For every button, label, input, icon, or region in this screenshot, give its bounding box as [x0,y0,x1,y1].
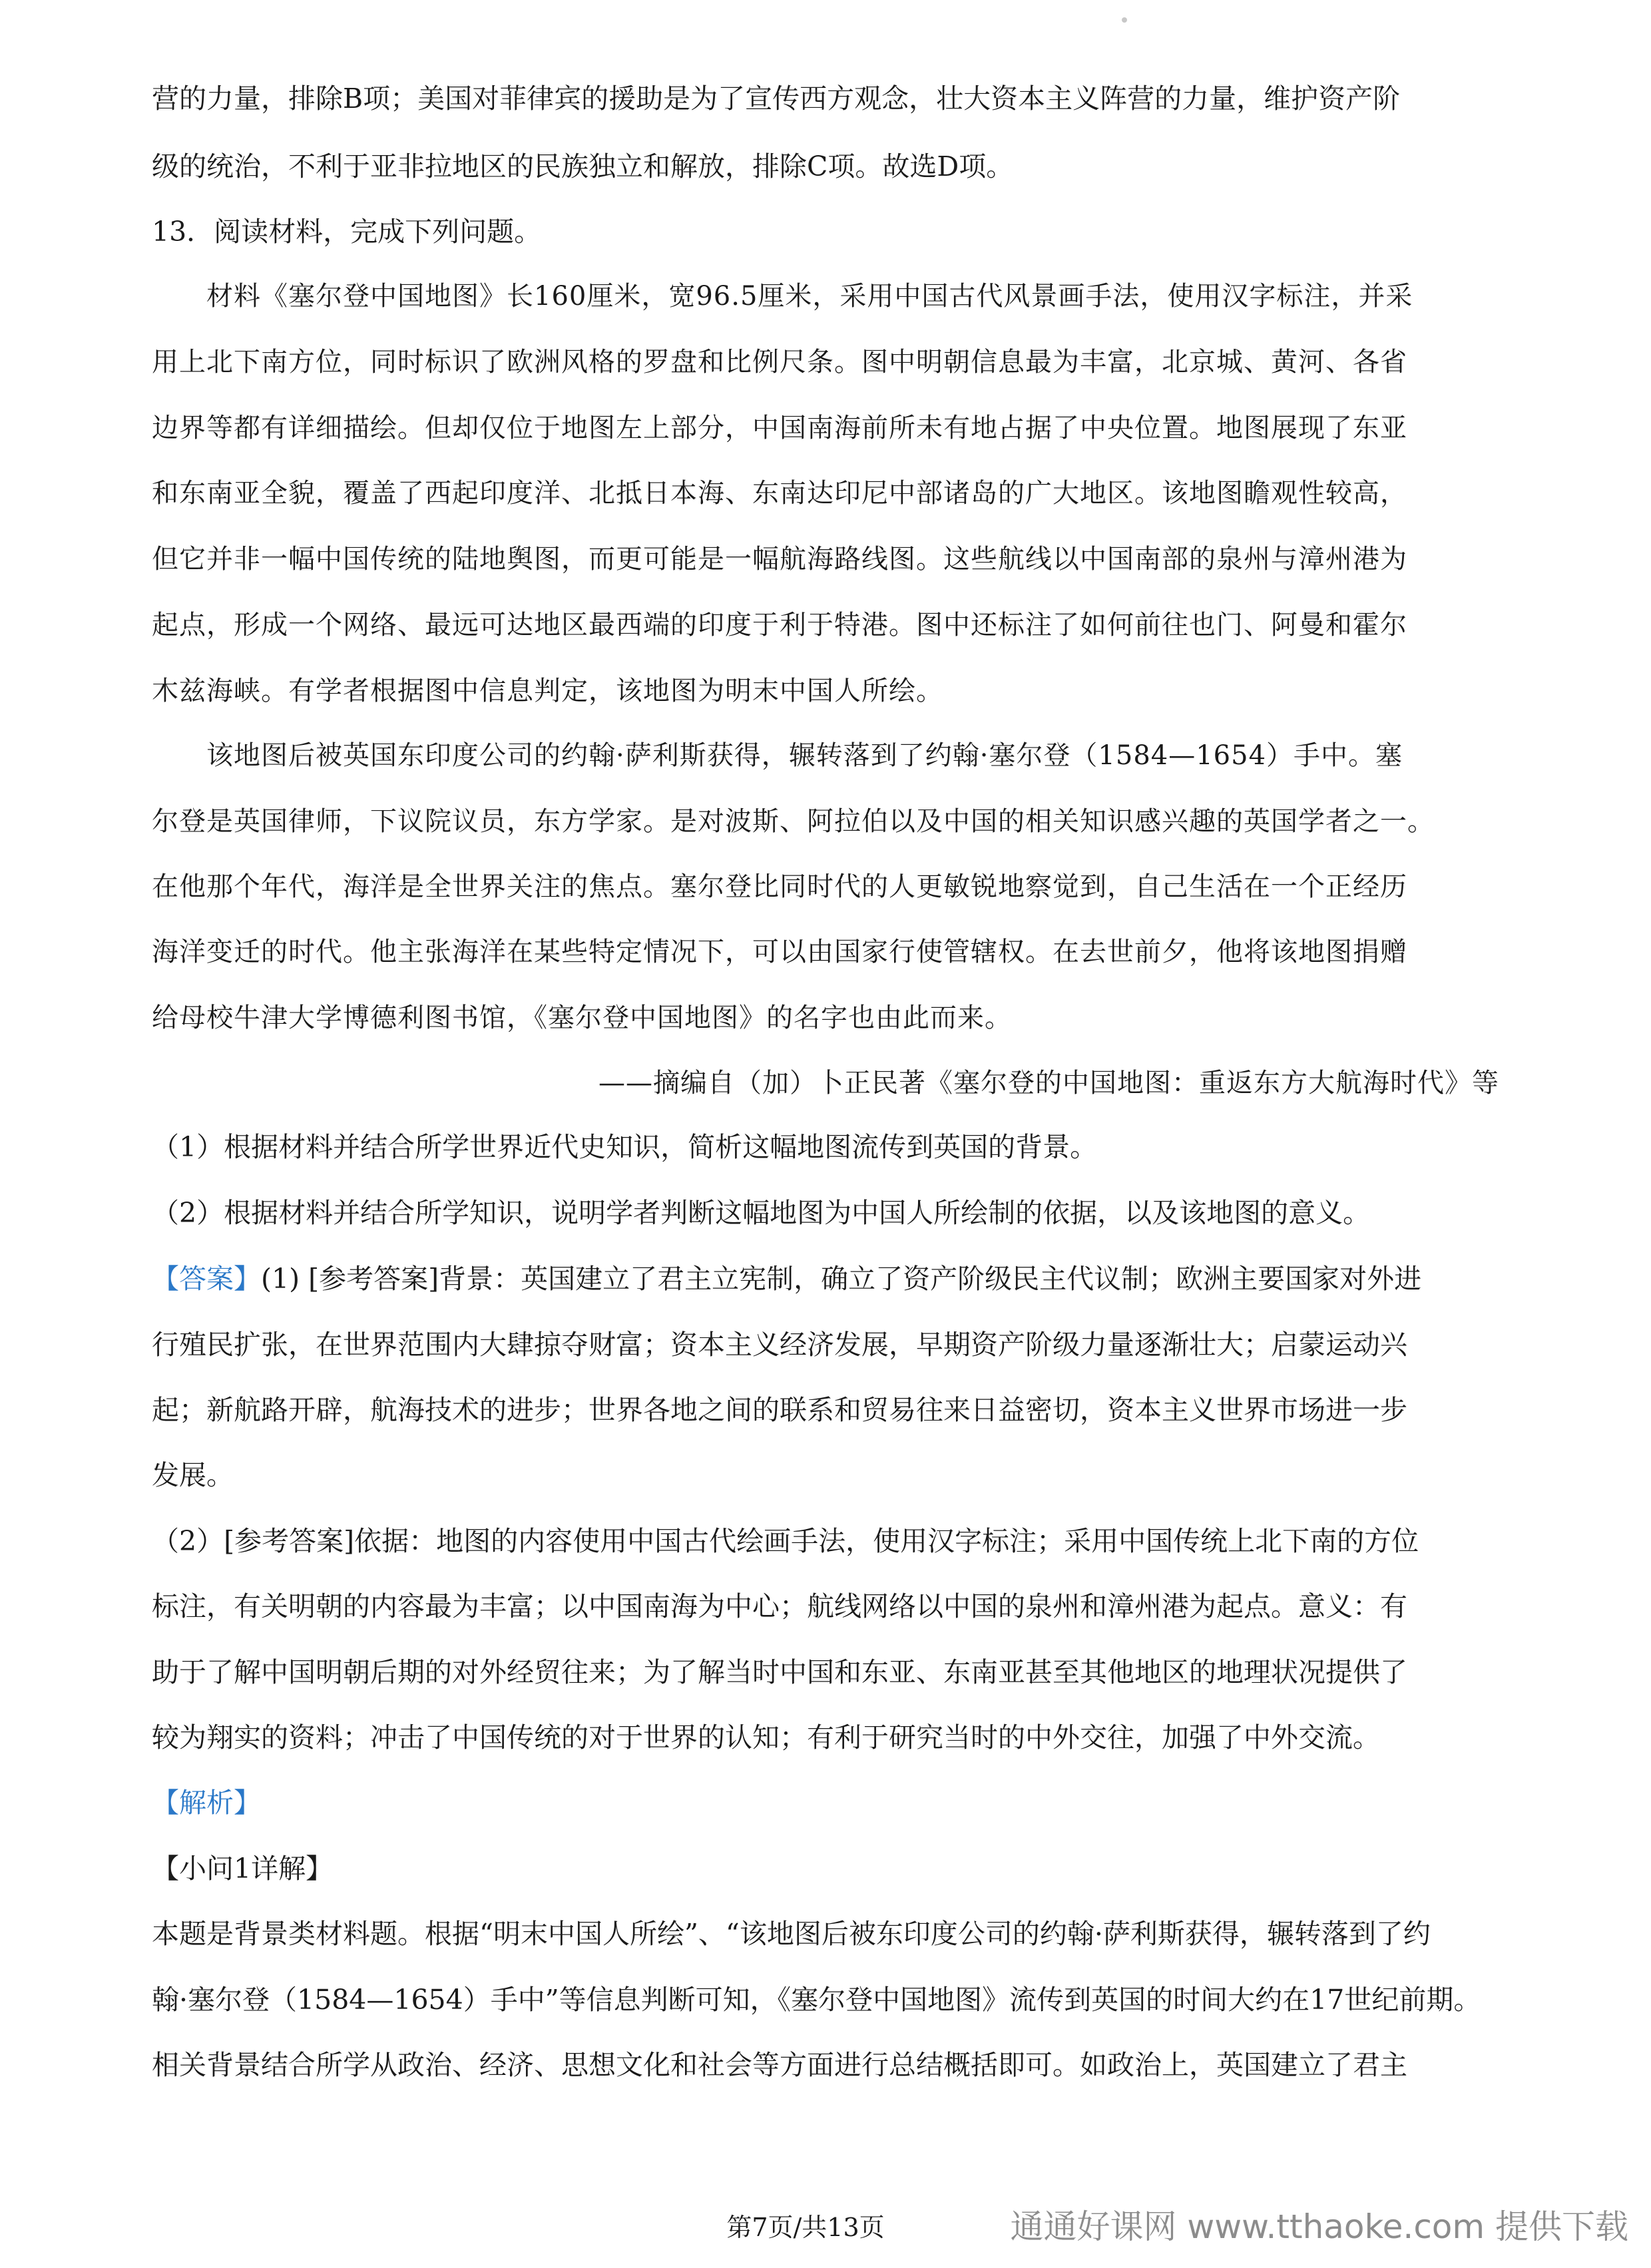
watermark: 通通好课网 www.tthaoke.com 提供下载 [1010,2207,1628,2246]
sub-question-heading: 【小问1详解】 [152,1853,334,1885]
sub-question-2: （2）根据材料并结合所学知识，说明学者判断这幅地图为中国人所绘制的依据，以及该地图的意义。 [152,1197,1371,1229]
answer-line: 较为翔实的资料；冲击了中国传统的对于世界的认知；有利于研究当时的中外交往，加强了中外交流。 [152,1721,1380,1753]
page-number: 第7页/共13页 [726,2213,885,2242]
answer-line: 助于了解中国明朝后期的对外经贸往来；为了解当时中国和东亚、东南亚甚至其他地区的地理状况提供了 [152,1656,1407,1688]
answer-text: (1) [参考答案]背景：英国建立了君主立宪制，确立了资产阶级民主代议制；欧洲主要国家对外进 [261,1263,1422,1295]
question-heading: 13．阅读材料，完成下列问题。 [152,216,542,248]
answer-line [152,1259,1503,1299]
material-line: 起点，形成一个网络、最远可达地区最西端的印度于利于特港。图中还标注了如何前往也门、阿曼和霍尔 [152,610,1407,640]
answer-tag: 【答案】 [152,1263,261,1295]
analysis-tag: 【解析】 [152,1787,261,1819]
scan-dot [1122,17,1127,23]
material-line: 边界等都有详细描绘。但却仅位于地图左上部分，中国南海前所未有地占据了中央位置。地图展现了东亚 [152,413,1407,443]
material-line: 该地图后被英国东印度公司的约翰·萨利斯获得，辗转落到了约翰·塞尔登（1584—1654）手中。塞 [206,740,1403,771]
source-citation: ——摘编自（加）卜正民著《塞尔登的中国地图：重返东方大航海时代》等 [598,1068,1499,1098]
text-line: 级的统治，不利于亚非拉地区的民族独立和解放，排除C项。故选D项。 [152,150,1014,182]
answer-line: 发展。 [152,1459,234,1491]
answer-line: 起；新航路开辟，航海技术的进步；世界各地之间的联系和贸易往来日益密切，资本主义世界市场进一步 [152,1394,1407,1426]
material-line: 和东南亚全貌，覆盖了西起印度洋、北抵日本海、东南达印尼中部诸岛的广大地区。该地图瞻观性较高， [152,478,1407,509]
material-line: 用上北下南方位，同时标识了欧洲风格的罗盘和比例尺条。图中明朝信息最为丰富，北京城、黄河、各省 [152,347,1407,377]
material-line: 尔登是英国律师，下议院议员，东方学家。是对波斯、阿拉伯以及中国的相关知识感兴趣的英国学者之一。 [152,806,1435,837]
text-line: 营的力量，排除B项；美国对菲律宾的援助是为了宣传西方观念，壮大资本主义阵营的力量，维护资产阶 [152,83,1401,114]
answer-line: （2）[参考答案]依据：地图的内容使用中国古代绘画手法，使用汉字标注；采用中国传统上北下南的方位 [152,1525,1419,1557]
sub-question-1: （1）根据材料并结合所学世界近代史知识，简析这幅地图流传到英国的背景。 [152,1131,1098,1163]
material-line: 木兹海峡。有学者根据图中信息判定，该地图为明末中国人所绘。 [152,676,943,706]
explanation-line: 翰·塞尔登（1584—1654）手中”等信息判断可知，《塞尔登中国地图》流传到英国的时间大约在17世纪前期。 [152,1984,1481,2016]
material-line: 给母校牛津大学博德利图书馆，《塞尔登中国地图》的名字也由此而来。 [152,1003,1012,1033]
material-line: 但它并非一幅中国传统的陆地舆图，而更可能是一幅航海路线图。这些航线以中国南部的泉州与漳州港为 [152,544,1407,574]
explanation-line: 相关背景结合所学从政治、经济、思想文化和社会等方面进行总结概括即可。如政治上，英国建立了君主 [152,2049,1407,2081]
explanation-line: 本题是背景类材料题。根据“明末中国人所绘”、“该地图后被东印度公司的约翰·萨利斯获得，辗转落到了约 [152,1918,1431,1950]
answer-line: 标注，有关明朝的内容最为丰富；以中国南海为中心；航线网络以中国的泉州和漳州港为起点。意义：有 [152,1590,1407,1622]
material-line: 海洋变迁的时代。他主张海洋在某些特定情况下，可以由国家行使管辖权。在去世前夕，他将该地图捐赠 [152,937,1407,967]
material-line: 在他那个年代，海洋是全世界关注的焦点。塞尔登比同时代的人更敏锐地察觉到，自己生活在一个正经历 [152,871,1407,902]
material-line: 材料《塞尔登中国地图》长160厘米，宽96.5厘米，采用中国古代风景画手法，使用汉字标注，并采 [206,281,1413,312]
answer-line: 行殖民扩张，在世界范围内大肆掠夺财富；资本主义经济发展，早期资产阶级力量逐渐壮大；启蒙运动兴 [152,1329,1407,1361]
